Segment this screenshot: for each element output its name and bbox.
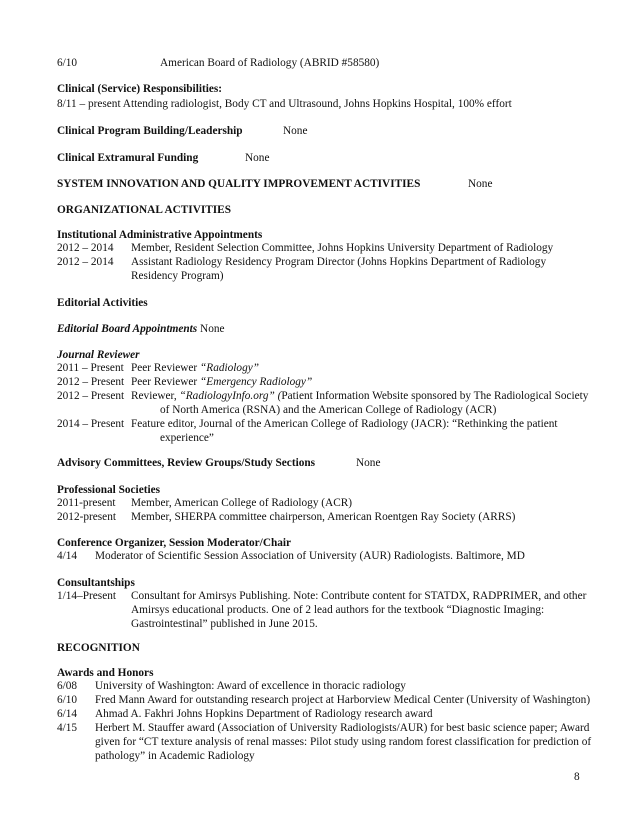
award-text-continued: pathology” in Academic Radiology: [95, 750, 255, 762]
award-date: 6/10: [57, 694, 78, 706]
reviewer-date: 2014 – Present: [57, 418, 125, 430]
institutional-heading: Institutional Administrative Appointments: [57, 229, 263, 241]
organizational-activities-heading: ORGANIZATIONAL ACTIVITIES: [57, 204, 231, 216]
program-building-value: None: [283, 125, 308, 137]
award-date: 6/14: [57, 708, 78, 720]
award-text: University of Washington: Award of excellence in thoracic radiology: [95, 680, 406, 692]
reviewer-text: Feature editor, Journal of the American College of Radiology (JACR): “Rethinking the patient: [131, 418, 558, 430]
clinical-responsibilities-line: 8/11 – present Attending radiologist, Body CT and Ultrasound, Johns Hopkins Hospital, 100% effort: [57, 98, 512, 110]
conference-date: 4/14: [57, 550, 78, 562]
reviewer-date: 2011 – Present: [57, 362, 124, 374]
reviewer-date: 2012 – Present: [57, 390, 125, 402]
editorial-board-label: Editorial Board Appointments: [57, 323, 198, 335]
consultantship-date: 1/14–Present: [57, 590, 116, 602]
page-number: 8: [574, 771, 580, 783]
consultantship-text: Consultant for Amirsys Publishing. Note: Contribute content for STATDX, RADPRIMER, and other: [131, 590, 587, 602]
society-text: Member, American College of Radiology (ACR): [131, 497, 353, 509]
institutional-date: 2012 – 2014: [57, 256, 114, 268]
award-text: Fred Mann Award for outstanding research project at Harborview Medical Center (University of Washington): [95, 694, 591, 706]
consultantship-text: Amirsys educational products. One of 2 lead authors for the textbook “Diagnostic Imaging:: [131, 604, 545, 616]
advisory-value: None: [356, 457, 381, 469]
reviewer-text: Peer Reviewer “Emergency Radiology”: [131, 376, 313, 388]
abr-text: American Board of Radiology (ABRID #58580): [160, 57, 380, 69]
reviewer-date: 2012 – Present: [57, 376, 125, 388]
institutional-text-continued: Residency Program): [131, 270, 224, 282]
editorial-heading: Editorial Activities: [57, 297, 148, 309]
conference-heading: Conference Organizer, Session Moderator/Chair: [57, 537, 292, 549]
reviewer-text-continued: of North America (RSNA) and the American College of Radiology (ACR): [160, 404, 497, 416]
award-date: 6/08: [57, 680, 78, 692]
recognition-heading: RECOGNITION: [57, 642, 140, 654]
editorial-board-value: None: [200, 323, 225, 335]
system-innovation-heading: SYSTEM INNOVATION AND QUALITY IMPROVEMENT ACTIVITIES: [57, 178, 421, 190]
society-text: Member, SHERPA committee chairperson, American Roentgen Ray Society (ARRS): [131, 511, 516, 523]
reviewer-text: Peer Reviewer “Radiology”: [131, 362, 260, 374]
awards-heading: Awards and Honors: [57, 667, 154, 679]
abr-date: 6/10: [57, 57, 78, 69]
extramural-value: None: [245, 152, 270, 164]
award-text-continued: given for “CT texture analysis of renal masses: Pilot study using random forest classification for prediction of: [95, 736, 592, 748]
advisory-heading: Advisory Committees, Review Groups/Study Sections: [57, 457, 316, 469]
professional-societies-heading: Professional Societies: [57, 484, 161, 496]
award-text: Herbert M. Stauffer award (Association of University Radiologists/AUR) for best basic science paper; Award: [95, 722, 590, 734]
institutional-text: Member, Resident Selection Committee, Johns Hopkins University Department of Radiology: [131, 242, 554, 254]
award-date: 4/15: [57, 722, 78, 734]
society-date: 2012-present: [57, 511, 116, 523]
reviewer-text: Reviewer, “RadiologyInfo.org” (Patient Information Website sponsored by The Radiological Society: [131, 390, 589, 402]
consultantships-heading: Consultantships: [57, 577, 135, 589]
journal-reviewer-heading: Journal Reviewer: [57, 349, 140, 361]
institutional-text: Assistant Radiology Residency Program Director (Johns Hopkins Department of Radiology: [131, 256, 547, 268]
editorial-board-line: [57, 322, 225, 337]
extramural-heading: Clinical Extramural Funding: [57, 152, 199, 164]
system-innovation-value: None: [468, 178, 493, 190]
conference-text: Moderator of Scientific Session Association of University (AUR) Radiologists. Baltimore, MD: [95, 550, 525, 562]
award-text: Ahmad A. Fakhri Johns Hopkins Department of Radiology research award: [95, 708, 433, 720]
society-date: 2011-present: [57, 497, 116, 509]
institutional-date: 2012 – 2014: [57, 242, 114, 254]
reviewer-text-continued: experience”: [160, 432, 214, 444]
program-building-heading: Clinical Program Building/Leadership: [57, 125, 243, 137]
clinical-responsibilities-heading: Clinical (Service) Responsibilities:: [57, 83, 223, 95]
consultantship-text: Gastrointestinal” published in June 2015.: [131, 618, 318, 630]
